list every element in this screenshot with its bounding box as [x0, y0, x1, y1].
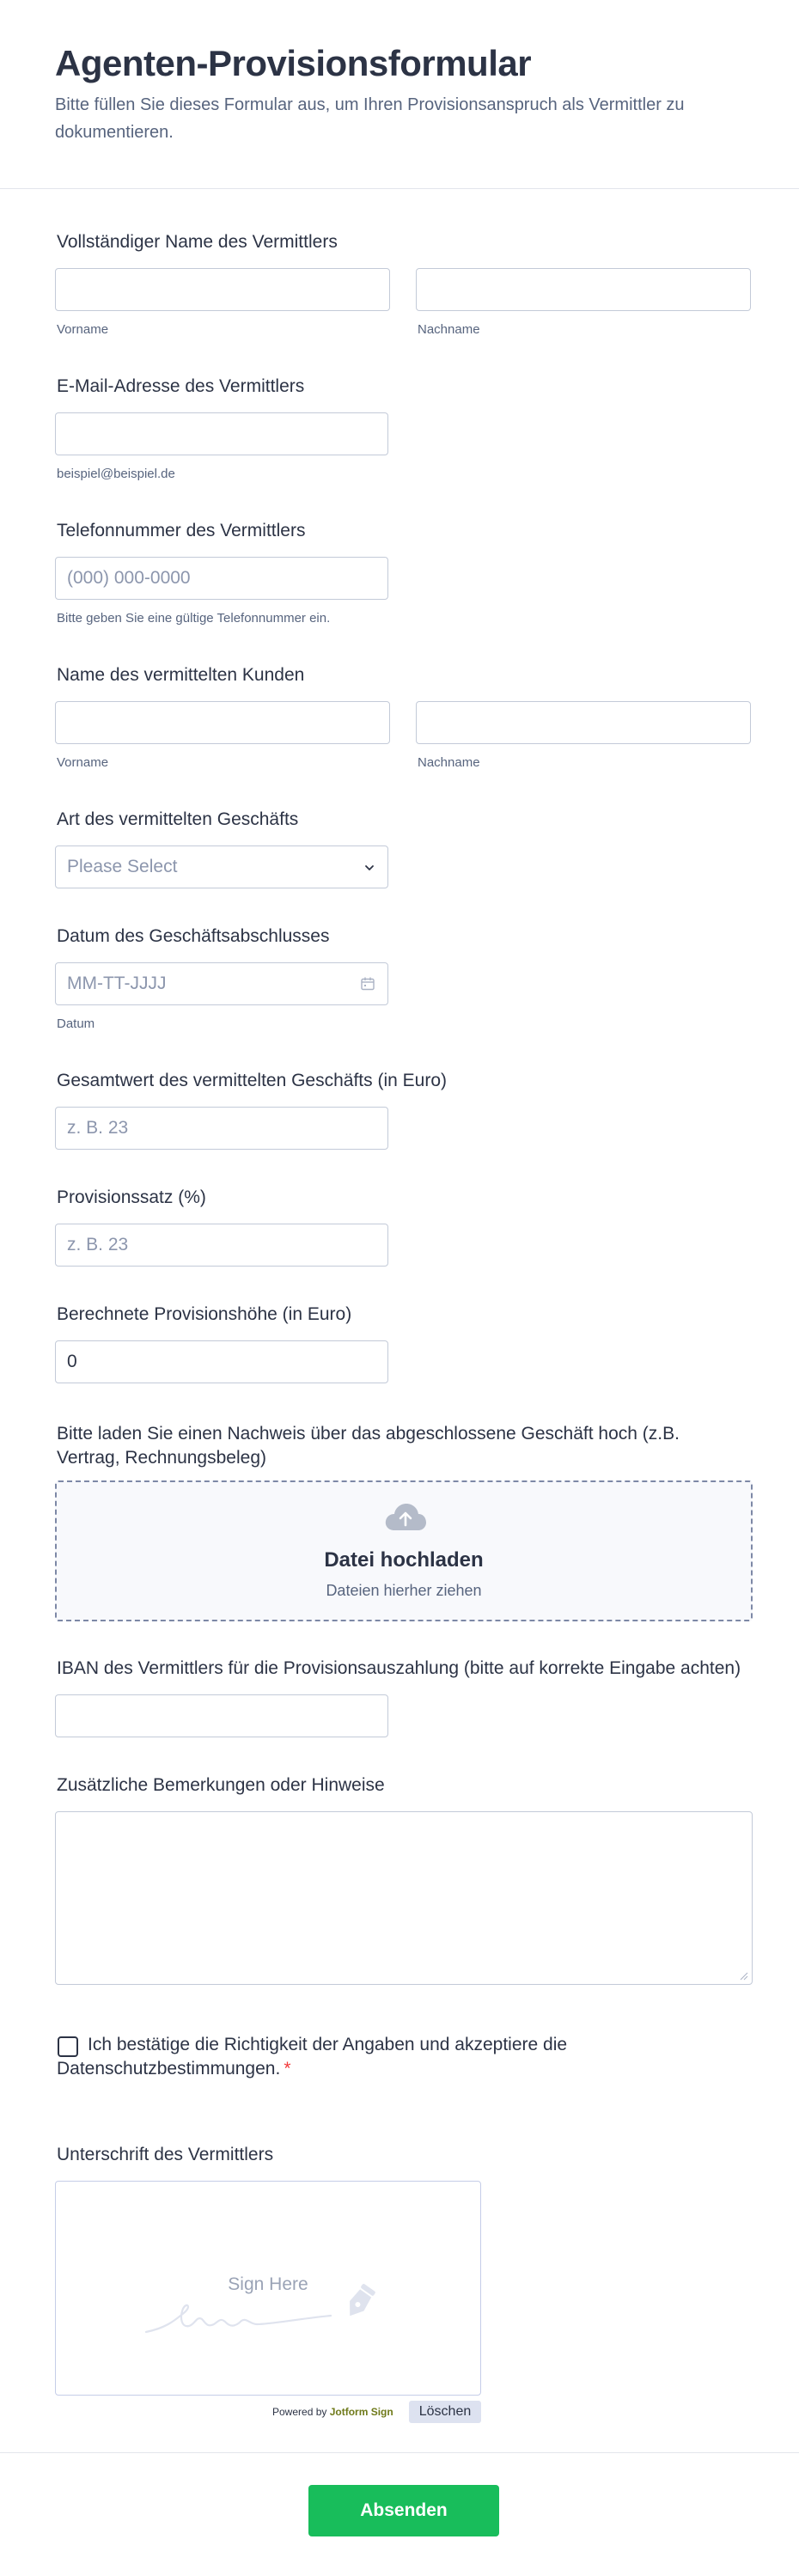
client-first-name-sublabel: Vorname [57, 755, 109, 770]
agent-email-sublabel: beispiel@beispiel.de [57, 467, 175, 481]
agent-first-name-sublabel: Vorname [57, 322, 109, 337]
agent-name-label: Vollständiger Name des Vermittlers [57, 232, 338, 252]
deal-date-placeholder: MM-TT-JJJJ [67, 974, 167, 993]
upload-title: Datei hochladen [324, 1548, 484, 1572]
file-upload-dropzone[interactable] [55, 1480, 753, 1621]
chevron-down-icon [363, 862, 375, 874]
form-title: Agenten-Provisionsformular [55, 43, 532, 83]
remarks-textarea[interactable] [55, 1811, 753, 1985]
signature-decoration-icon [142, 2259, 400, 2353]
powered-prefix: Powered by [272, 2406, 327, 2418]
deal-type-select[interactable] [55, 845, 388, 888]
deal-type-selected: Please Select [67, 857, 178, 876]
commission-rate-input[interactable] [55, 1224, 388, 1267]
commission-rate-placeholder: z. B. 23 [67, 1235, 129, 1254]
iban-label: IBAN des Vermittlers für die Provisionsauszahlung (bitte auf korrekte Eingabe achten) [57, 1658, 741, 1678]
agent-phone-label: Telefonnummer des Vermittlers [57, 521, 306, 540]
client-name-label: Name des vermittelten Kunden [57, 665, 305, 685]
commission-amount-label: Berechnete Provisionshöhe (in Euro) [57, 1304, 352, 1324]
agent-phone-placeholder: (000) 000-0000 [67, 568, 191, 588]
commission-rate-label: Provisionssatz (%) [57, 1187, 206, 1207]
iban-input[interactable] [55, 1694, 388, 1737]
deal-date-label: Datum des Geschäftsabschlusses [57, 926, 330, 946]
agent-last-name-sublabel: Nachname [418, 322, 480, 337]
agent-email-label: E-Mail-Adresse des Vermittlers [57, 376, 305, 396]
deal-date-sublabel: Datum [57, 1016, 95, 1031]
deal-value-placeholder: z. B. 23 [67, 1118, 129, 1138]
form-description: Bitte füllen Sie dieses Formular aus, um Ihren Provisionsanspruch als Vermittler zu dokumentieren. [55, 95, 685, 142]
signature-pad[interactable] [55, 2181, 481, 2396]
agent-phone-sublabel: Bitte geben Sie eine gültige Telefonnummer ein. [57, 611, 331, 626]
consent-text [57, 2033, 692, 2081]
client-last-name-input[interactable] [416, 701, 751, 744]
agent-first-name-input[interactable] [55, 268, 390, 311]
deal-date-input[interactable] [55, 962, 388, 1005]
submit-button[interactable]: Absenden [308, 2485, 499, 2536]
form-header [0, 0, 799, 189]
cloud-upload-icon [383, 1501, 428, 1535]
calendar-icon[interactable] [360, 976, 375, 992]
commission-amount-input[interactable]: 0 [55, 1340, 388, 1383]
clear-signature-button[interactable]: Löschen [409, 2401, 481, 2423]
required-mark: * [284, 2059, 291, 2079]
agent-last-name-input[interactable] [416, 268, 751, 311]
upload-label: Bitte laden Sie einen Nachweis über das abgeschlossene Geschäft hoch (z.B. Vertrag, Rechnungsbeleg) [57, 1424, 680, 1468]
resize-handle-icon[interactable] [740, 1972, 748, 1981]
footer-divider [0, 2452, 799, 2453]
client-first-name-input[interactable] [55, 701, 390, 744]
deal-value-input[interactable] [55, 1107, 388, 1150]
upload-subtitle: Dateien hierher ziehen [326, 1582, 482, 1599]
signature-label: Unterschrift des Vermittlers [57, 2145, 274, 2164]
consent-label: Ich bestätige die Richtigkeit der Angaben und akzeptiere die Datenschutzbestimmungen. [57, 2035, 568, 2079]
agent-phone-input[interactable] [55, 557, 388, 600]
powered-brand: Jotform Sign [329, 2406, 393, 2418]
remarks-label: Zusätzliche Bemerkungen oder Hinweise [57, 1775, 385, 1795]
client-last-name-sublabel: Nachname [418, 755, 480, 770]
agent-email-input[interactable] [55, 412, 388, 455]
powered-by [272, 2406, 393, 2418]
deal-value-label: Gesamtwert des vermittelten Geschäfts (in Euro) [57, 1071, 447, 1090]
deal-type-label: Art des vermittelten Geschäfts [57, 809, 299, 829]
signature-placeholder: Sign Here [228, 2274, 308, 2294]
